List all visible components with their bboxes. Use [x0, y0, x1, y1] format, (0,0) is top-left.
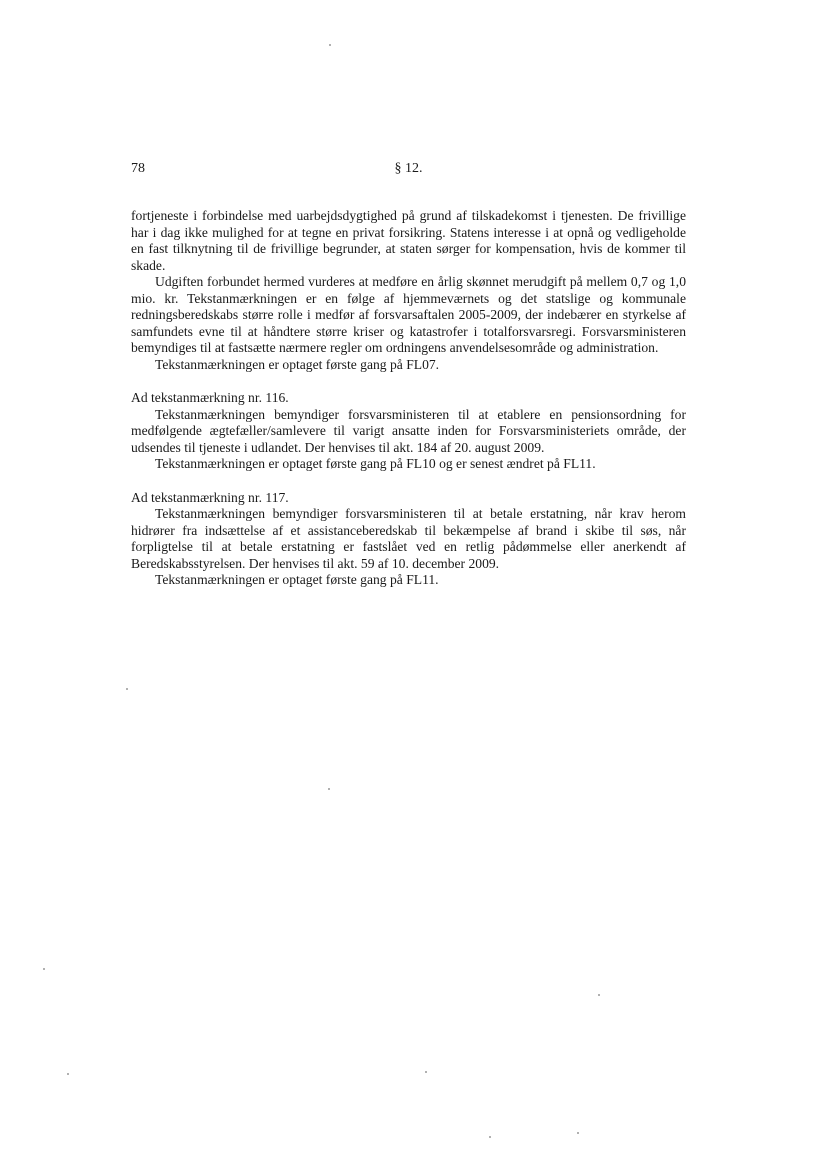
spacer — [131, 473, 686, 490]
section-heading: § 12. — [394, 161, 423, 176]
paragraph-first-adopted-fl10: Tekstanmærkningen er optaget første gang på FL10 og er senest ændret på FL11. — [155, 456, 596, 471]
page-header — [131, 161, 686, 181]
heading-annotation-117: Ad tekstanmærkning nr. 117. — [131, 489, 289, 505]
paragraph-expense: Udgiften forbundet hermed vurderes at medføre en årlig skønnet merudgift på mellem 0,7 og 1,0 mio. kr. Tekstanmærkningen er en følge af hjemmeværnets og det statslige og kommunale redningsberedskabs større rolle i medfør af forsvarsaftalen 2005-2009, der indebærer en styrkelse af samfundets evne til at håndtere større kriser og katastrofer i totalforsvarsregi. Forsvarsministeren bemyndiges til at fastsætte nærmere regler om ordningens anvendelsesområde og administration. — [131, 274, 686, 355]
heading-annotation-116: Ad tekstanmærkning nr. 116. — [131, 390, 289, 405]
scan-speck — [577, 1132, 579, 1134]
paragraph-annotation-117: Tekstanmærkningen bemyndiger forsvarsministeren til at betale erstatning, når krav herom hidrører fra indsættelse af et assistanceberedskab til bekæmpelse af brand i skibe til søs, når forpligtelse til at betale erstatning er fastslået ved en retlig pådømmelse eller anerkendt af Beredskabsstyrelsen. Der henvises til akt. 59 af 10. december 2009. — [131, 506, 686, 571]
scan-speck — [43, 968, 45, 970]
scan-speck — [598, 994, 600, 996]
scan-speck — [328, 788, 330, 790]
scan-speck — [425, 1071, 427, 1073]
body-text — [131, 208, 686, 589]
spacer — [131, 373, 686, 390]
paragraph-first-adopted-fl11: Tekstanmærkningen er optaget første gang på FL11. — [155, 572, 439, 587]
scan-speck — [67, 1073, 69, 1075]
scan-speck — [489, 1136, 491, 1138]
scan-speck — [126, 688, 128, 690]
scan-speck — [329, 44, 331, 46]
page-number: 78 — [131, 161, 145, 176]
paragraph-annotation-116: Tekstanmærkningen bemyndiger forsvarsministeren til at etablere en pensionsordning for medfølgende ægtefæller/samlevere til varigt ansatte inden for Forsvarsministeriets område, der udsendes til tjeneste i udlandet. Der henvises til akt. 184 af 20. august 2009. — [131, 406, 686, 455]
paragraph-first-adopted-fl07: Tekstanmærkningen er optaget første gang på FL07. — [155, 356, 440, 372]
paragraph-continuation: fortjeneste i forbindelse med uarbejdsdygtighed på grund af tilskadekomst i tjenesten. De frivillige har i dag ikke mulighed for at tegne en privat forsikring. Statens interesse i at opnå og vedligeholde en fast tilknytning til de frivillige begrunder, at staten sørger for kompensation, hvis de kommer til skade. — [131, 208, 686, 273]
